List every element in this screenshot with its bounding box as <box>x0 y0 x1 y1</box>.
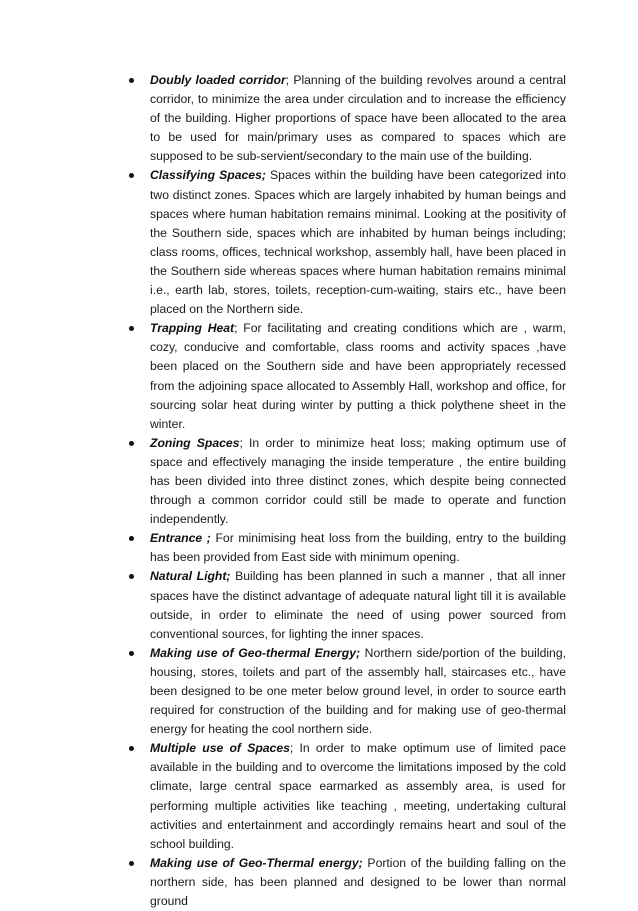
list-item <box>128 739 566 854</box>
item-term: Entrance ; <box>150 531 211 546</box>
bullet-icon <box>129 78 134 83</box>
item-text: Portion of the building falling on the northern side, has been planned and designed to be lower than normal ground <box>150 855 567 909</box>
bullet-icon <box>129 861 134 866</box>
list-item <box>128 529 566 567</box>
item-separator: ; <box>285 73 290 87</box>
list-item <box>128 319 566 434</box>
list-item <box>128 71 566 166</box>
item-text: Northern side/portion of the building, housing, stores, toilets and part of the assembly hall, staircases etc., have been designed to be one meter below ground level, in order to source earth required for construction of the building and for making use of geo-thermal energy for heating the cool northern side. <box>150 645 566 737</box>
bullet-icon <box>129 441 134 446</box>
item-term: Natural Light; <box>150 569 231 584</box>
list-item <box>128 644 566 739</box>
item-term: Making use of Geo-thermal Energy; <box>150 645 361 660</box>
item-term: Multiple use of Spaces <box>150 741 290 756</box>
item-separator: ; <box>239 435 243 450</box>
item-term: Making use of Geo-Thermal energy; <box>150 855 363 870</box>
item-text: For minimising heat loss from the building, entry to the building has been provided from East side with minimum opening. <box>150 531 566 565</box>
item-text: In order to make optimum use of limited pace available in the building and to overcome the limitations imposed by the cold climate, large central space earmarked as assembly area, is used for performing multiple activities like teaching , meeting, undertaking cultural activities and entertainment and accordingly remains heart and soul of the school building. <box>150 741 567 851</box>
bullet-icon <box>129 651 134 656</box>
list-item <box>128 434 566 529</box>
item-text: Spaces within the building have been categorized into two distinct zones. Spaces which are largely inhabited by human beings and spaces where human habitation remains minimal. Looking at the positivity of the Southern side, spaces which are inhabited by human beings including; class rooms, offices, technical workshop, assembly hall, have been placed in the Southern side whereas spaces where human habitation remains minimal i.e., earth lab, stores, toilets, reception-cum-waiting, stairs etc., have been placed on the Northern side. <box>150 168 566 317</box>
bullet-list <box>128 71 566 911</box>
item-text: Building has been planned in such a manner , that all inner spaces have the distinct advantage of adequate natural light till it is available outside, in order to eliminate the need of using power sourced from conventional sources, for lighting the inner spaces. <box>150 569 566 641</box>
item-term: Trapping Heat <box>150 321 235 336</box>
item-separator: ; <box>289 741 294 756</box>
item-term: Classifying Spaces; <box>150 168 266 183</box>
bullet-icon <box>129 574 134 579</box>
bullet-icon <box>129 746 134 751</box>
list-item <box>128 854 566 911</box>
bullet-icon <box>129 326 134 331</box>
item-text: In order to minimize heat loss; making optimum use of space and effectively managing the inside temperature , the entire building has been divided into three distinct zones, which despite being connected through a common corridor could still be made to operate and function independently. <box>150 435 566 527</box>
item-text: For facilitating and creating conditions which are , warm, cozy, conducive and comfortable, class rooms and activity spaces ,have been placed on the Southern side and have been appropriately recessed from the adjoining space allocated to Assembly Hall, workshop and office, for sourcing solar heat during winter by putting a thick polythene sheet in the winter. <box>150 321 566 431</box>
item-separator: ; <box>234 321 238 336</box>
bullet-icon <box>129 536 134 541</box>
list-item <box>128 166 566 319</box>
item-term: Zoning Spaces <box>150 435 240 450</box>
item-term: Doubly loaded corridor <box>150 73 286 87</box>
item-text: Planning of the building revolves around a central corridor, to minimize the area under circulation and to increase the efficiency of the building. Higher proportions of space have been allocated to the area to be used for main/primary uses as compared to spaces which are supposed to be sub-servient/secondary to the main use of the building. <box>150 73 566 164</box>
bullet-icon <box>129 173 134 178</box>
list-item <box>128 567 566 643</box>
